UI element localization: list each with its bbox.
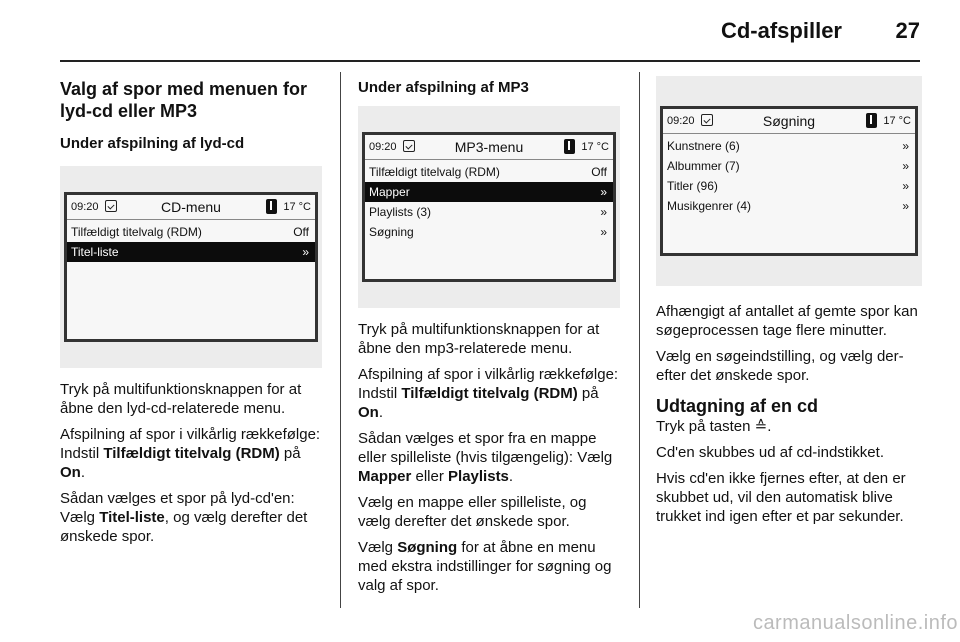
chevron-right-icon: » bbox=[902, 179, 909, 193]
menu-title: Søgning bbox=[762, 113, 816, 129]
sub-heading: Under afspilning af lyd-cd bbox=[60, 135, 245, 152]
menu-item-label: Playlists (3) bbox=[369, 205, 432, 219]
column-2 bbox=[358, 68, 620, 602]
paragraph: Tryk på tasten ≙. bbox=[656, 418, 772, 435]
eject-icon: ≙ bbox=[754, 418, 768, 435]
chevron-right-icon: » bbox=[600, 225, 607, 239]
cd-menu-screenshot bbox=[60, 166, 322, 368]
menu-item-title-list bbox=[67, 242, 315, 262]
clock: 09:20 bbox=[667, 115, 695, 127]
clock: 09:20 bbox=[71, 201, 99, 213]
menu-item-titles bbox=[663, 176, 915, 196]
menu-item-folders bbox=[365, 182, 613, 202]
sub-heading: Under afspilning af MP3 bbox=[358, 79, 529, 96]
page-title: Cd-afspiller bbox=[720, 18, 842, 43]
menu-item-label: Kunstnere (6) bbox=[667, 139, 740, 153]
display-screen bbox=[362, 132, 616, 282]
watermark[interactable]: carmanualsonline.info bbox=[752, 612, 958, 634]
status-bar bbox=[67, 195, 315, 220]
chevron-right-icon: » bbox=[600, 205, 607, 219]
menu-item-search bbox=[365, 222, 613, 242]
thermometer-icon bbox=[564, 139, 575, 154]
paragraph: Sådan vælges et spor på lyd-cd'en: Vælg Titel-liste, og vælg derefter det ønskede spor. bbox=[60, 490, 308, 545]
paragraph: Vælg en mappe eller spilleliste, og vælg derefter det ønskede spor. bbox=[358, 494, 587, 530]
column-1 bbox=[60, 68, 322, 553]
column-divider bbox=[639, 72, 640, 608]
menu-item-value: Off bbox=[293, 225, 309, 239]
paragraph: Tryk på multifunktionsknappen for at åbne den lyd-cd-relaterede menu. bbox=[60, 381, 302, 417]
menu-title: MP3-menu bbox=[454, 139, 524, 155]
section-heading: Valg af spor med menuen for lyd-cd eller MP3 bbox=[60, 79, 308, 121]
menu-item-artists bbox=[663, 136, 915, 156]
menu-title: CD-menu bbox=[161, 199, 221, 215]
chevron-right-icon: » bbox=[600, 185, 607, 199]
mp3-menu-screenshot bbox=[358, 106, 620, 308]
paragraph: Afhængigt af antallet af gemte spor kan søgeprocessen tage flere minutter. bbox=[656, 303, 918, 339]
chevron-right-icon: » bbox=[902, 139, 909, 153]
chevron-right-icon: » bbox=[302, 245, 309, 259]
paragraph: Cd'en skubbes ud af cd-indstikket. bbox=[656, 444, 884, 461]
display-screen bbox=[660, 106, 918, 256]
menu-item-label: Albummer (7) bbox=[667, 159, 740, 173]
menu-list bbox=[663, 134, 915, 216]
menu-item-label: Titel-liste bbox=[71, 245, 119, 259]
chevron-right-icon: » bbox=[902, 159, 909, 173]
menu-item-label: Tilfældigt titelvalg (RDM) bbox=[369, 165, 500, 179]
display-screen bbox=[64, 192, 318, 342]
status-bar bbox=[663, 109, 915, 134]
menu-item-label: Titler (96) bbox=[667, 179, 718, 193]
menu-item-playlists bbox=[365, 202, 613, 222]
paragraph: Sådan vælges et spor fra en mappe eller spilleliste (hvis tilgængelig): Vælg Mapper eller Playlists. bbox=[358, 430, 613, 485]
temperature: 17 °C bbox=[581, 141, 609, 153]
column-3 bbox=[656, 68, 922, 533]
temperature: 17 °C bbox=[883, 115, 911, 127]
paragraph: Vælg en søgeindstilling, og vælg derefter det ønskede spor. bbox=[656, 348, 904, 384]
chevron-right-icon: » bbox=[902, 199, 909, 213]
column-divider bbox=[340, 72, 341, 608]
page-header bbox=[60, 0, 920, 60]
menu-list bbox=[67, 220, 315, 262]
search-menu-screenshot bbox=[656, 76, 922, 286]
paragraph: Afspilning af spor i vilkårlig rækkefølge: Indstil Tilfældigt titelvalg (RDM) på On. bbox=[60, 426, 321, 481]
menu-item-value: Off bbox=[591, 165, 607, 179]
menu-item-label: Mapper bbox=[369, 185, 410, 199]
paragraph: Tryk på multifunktionsknappen for at åbne den mp3-relaterede menu. bbox=[358, 321, 600, 357]
page-number: 27 bbox=[895, 18, 920, 43]
paragraph: Vælg Søgning for at åbne en menu med ekstra indstillinger for søgning og valg af spor. bbox=[358, 539, 612, 594]
menu-item-random bbox=[365, 162, 613, 182]
thermometer-icon bbox=[266, 199, 277, 214]
menu-item-albums bbox=[663, 156, 915, 176]
menu-item-random bbox=[67, 222, 315, 242]
header-rule bbox=[60, 60, 920, 62]
menu-list bbox=[365, 160, 613, 242]
menu-item-label: Søgning bbox=[369, 225, 414, 239]
paragraph: Hvis cd'en ikke fjernes efter, at den er skubbet ud, vil den automatisk blive trukket ind igen efter et par sekunder. bbox=[656, 470, 906, 525]
menu-item-label: Musikgenrer (4) bbox=[667, 199, 752, 213]
thermometer-icon bbox=[866, 113, 877, 128]
paragraph: Afspilning af spor i vilkårlig rækkefølge: Indstil Tilfældigt titelvalg (RDM) på On. bbox=[358, 366, 619, 421]
status-bar bbox=[365, 135, 613, 160]
section-heading: Udtagning af en cd bbox=[656, 396, 818, 416]
clock: 09:20 bbox=[369, 141, 397, 153]
menu-item-genres bbox=[663, 196, 915, 216]
menu-item-label: Tilfældigt titelvalg (RDM) bbox=[71, 225, 202, 239]
temperature: 17 °C bbox=[283, 201, 311, 213]
